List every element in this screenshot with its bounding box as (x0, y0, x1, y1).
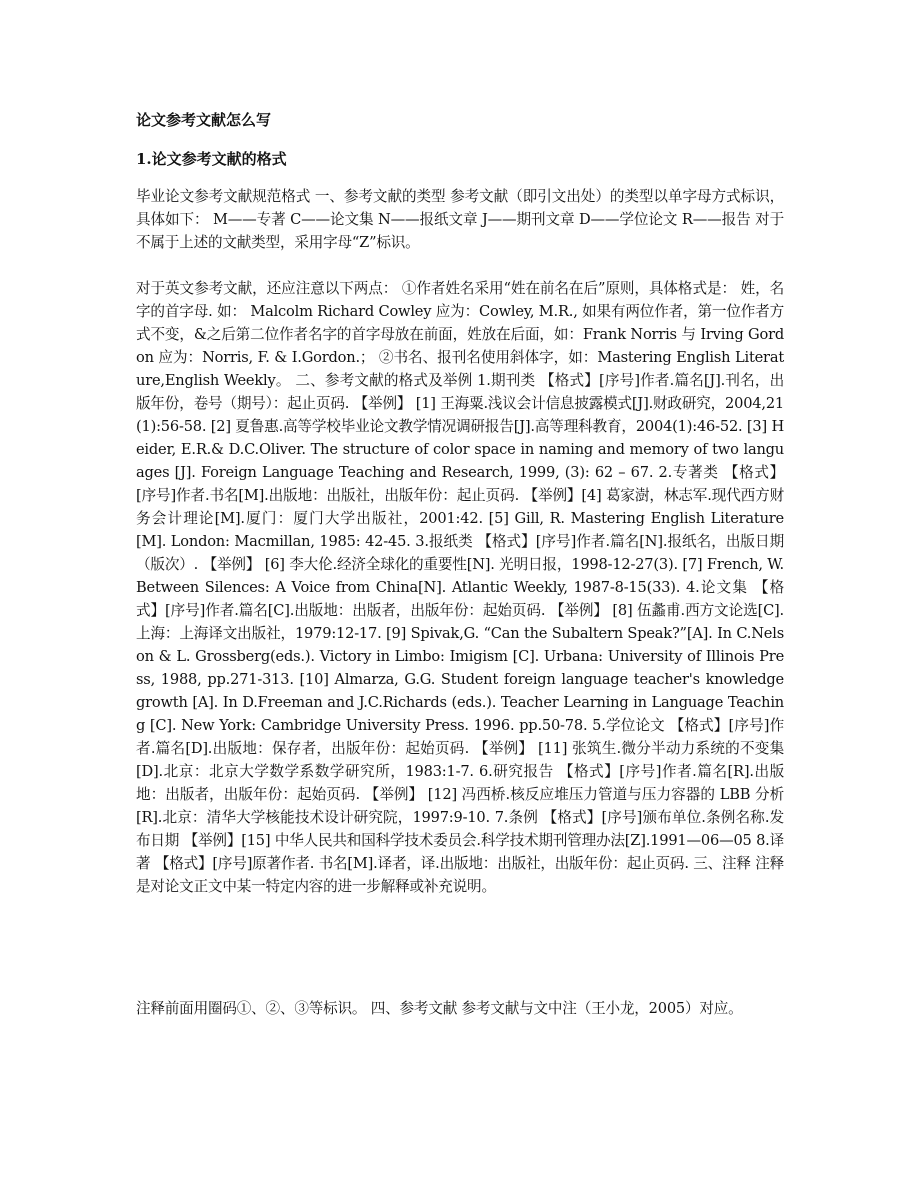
paragraph-annotations: 注释前面用圈码①、②、③等标识。 四、参考文献 参考文献与文中注（王小龙，2005）对应。 (136, 1000, 743, 1017)
section-heading: 1.论文参考文献的格式 (136, 150, 287, 168)
paragraph-reference-types: 毕业论文参考文献规范格式 一、参考文献的类型 参考文献（即引文出处）的类型以单字母方式标识，具体如下： M——专著 C——论文集 N——报纸文章 J——期刊文章 D——学位论文 R——报告 对于不属于上述的文献类型，采用字母“Z”标识。 (136, 188, 784, 251)
paragraph-reference-formats: 对于英文参考文献，还应注意以下两点： ①作者姓名采用“姓在前名在后”原则，具体格式是： 姓，名字的首字母. 如： Malcolm Richard Cowley 应为：Cowley, M.R., 如果有两位作者，第一位作者方式不变，&之后第二位作者名字的首字母放在前面，姓放在后面，如：Frank Norris 与 Irving Gordon 应为：Norris, F. & I.Gordon.； ②书名、报刊名使用斜体字，如：Mastering English Literature,English Weekly。 二、参考文献的格式及举例 1.期刊类 【格式】[序号]作者.篇名[J].刊名，出版年份，卷号（期号）：起止页码. 【举例】 [1] 王海粟.浅议会计信息披露模式[J].财政研究，2004,21(1):56-58. [2] 夏鲁惠.高等学校毕业论文教学情况调研报告[J].高等理科教育，2004(1):46-52. [3] Heider, E.R.& D.C.Oliver. The structure of color space in naming and memory of two languages [J]. Foreign Language Teaching and Research, 1999, (3): 62 – 67. 2.专著类 【格式】[序号]作者.书名[M].出版地：出版社，出版年份：起止页码. 【举例】[4] 葛家澍，林志军.现代西方财务会计理论[M].厦门：厦门大学出版社，2001:42. [5] Gill, R. Mastering English Literature [M]. London: Macmillan, 1985: 42-45. 3.报纸类 【格式】[序号]作者.篇名[N].报纸名，出版日期（版次）. 【举例】 [6] 李大伦.经济全球化的重要性[N]. 光明日报，1998-12-27(3). [7] French, W. Between Silences: A Voice from China[N]. Atlantic Weekly, 1987-8-15(33). 4.论文集 【格式】[序号]作者.篇名[C].出版地：出版者，出版年份：起始页码. 【举例】 [8] 伍蠡甫.西方文论选[C]. 上海：上海译文出版社，1979:12-17. [9] Spivak,G. “Can the Subaltern Speak?”[A]. In C.Nelson & L. Grossberg(eds.). Victory in Limbo: Imigism [C]. Urbana: University of Illinois Press, 1988, pp.271-313. [10] Almarza, G.G. Student foreign language teacher's knowledge growth [A]. In D.Freeman and J.C.Richards (eds.). Teacher Learning in Language Teaching [C]. New York: Cambridge University Press. 1996. pp.50-78. 5.学位论文 【格式】[序号]作者.篇名[D].出版地：保存者，出版年份：起始页码. 【举例】 [11] 张筑生.微分半动力系统的不变集[D].北京：北京大学数学系数学研究所，1983:1-7. 6.研究报告 【格式】[序号]作者.篇名[R].出版地：出版者，出版年份：起始页码. 【举例】 [12] 冯西桥.核反应堆压力管道与压力容器的 LBB 分析[R].北京：清华大学核能技术设计研究院，1997:9-10. 7.条例 【格式】[序号]颁布单位.条例名称.发布日期 【举例】[15] 中华人民共和国科学技术委员会.科学技术期刊管理办法[Z].1991—06—05 8.译著 【格式】[序号]原著作者. 书名[M].译者，译.出版地：出版社，出版年份：起止页码. 三、注释 注释是对论文正文中某一特定内容的进一步解释或补充说明。 (136, 280, 784, 895)
document-title: 论文参考文献怎么写 (136, 111, 272, 129)
